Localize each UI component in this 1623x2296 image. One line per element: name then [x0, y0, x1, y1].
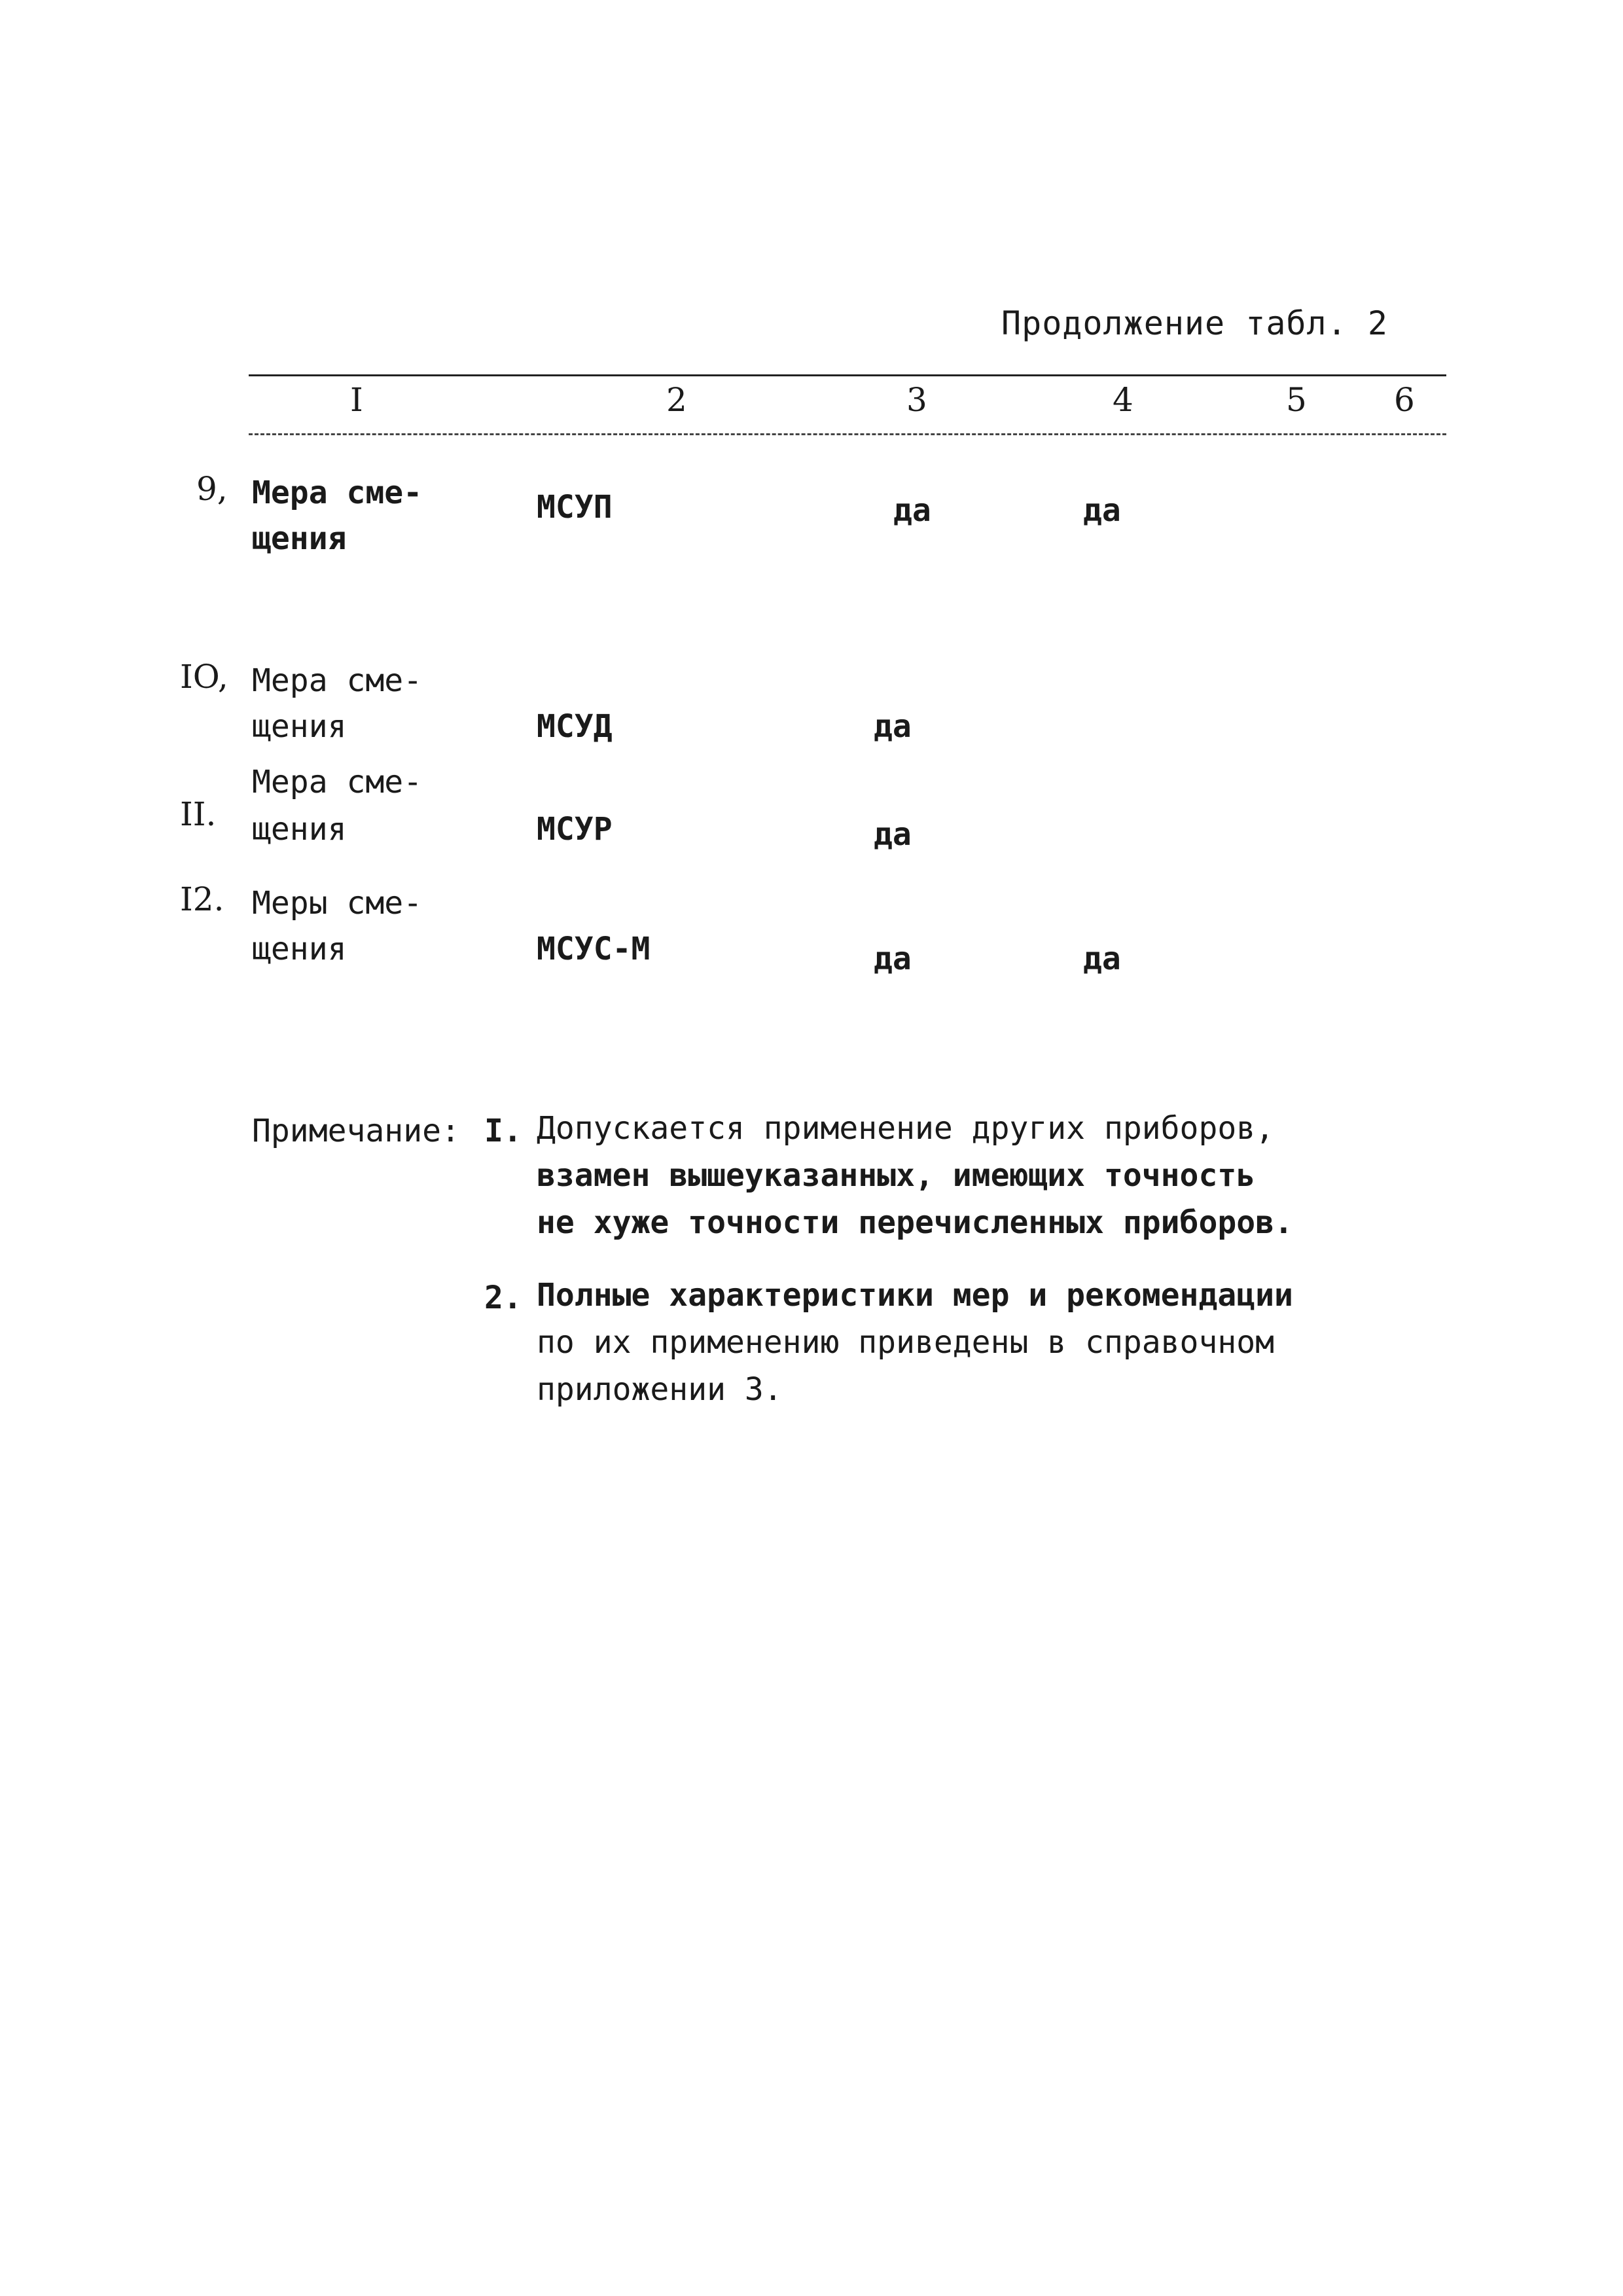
- row-code: МСУС-М: [537, 931, 651, 967]
- row-name-line1: Меры сме-: [252, 885, 423, 922]
- table-continuation-caption: Продолжение табл. 2: [1001, 304, 1388, 342]
- note-item-text: [537, 1105, 1293, 1246]
- note-line: взамен вышеуказанных, имеющих точность: [537, 1157, 1256, 1194]
- column-header-2: 2: [666, 381, 687, 419]
- row-col4-value: да: [1083, 941, 1121, 977]
- column-header-3: 3: [906, 381, 927, 419]
- note-line: не хуже точности перечисленных приборов.: [537, 1204, 1293, 1241]
- row-number: II.: [180, 795, 217, 833]
- table-top-rule: [249, 374, 1446, 376]
- note-item-number: 2.: [484, 1280, 522, 1316]
- column-header-6: 6: [1394, 381, 1415, 419]
- row-code: МСУП: [537, 489, 613, 526]
- row-number: I2.: [180, 880, 224, 918]
- note-line: приложении 3.: [537, 1371, 783, 1408]
- row-name-line1: Мера сме-: [252, 764, 423, 800]
- row-name-line2: щения: [252, 520, 347, 557]
- row-name-line1: Мера сме-: [252, 662, 423, 699]
- row-name-line2: щения: [252, 708, 347, 745]
- note-line: по их применению приведены в справочном: [537, 1324, 1275, 1361]
- row-col3-value: да: [874, 816, 912, 853]
- row-name-line2: щения: [252, 931, 347, 967]
- note-item-text: [537, 1272, 1293, 1413]
- row-col3-value: да: [893, 492, 931, 529]
- column-header-1: I: [350, 381, 363, 419]
- row-number: IO,: [180, 658, 228, 696]
- row-number: 9,: [196, 470, 228, 508]
- note-line: Допускается применение других приборов,: [537, 1110, 1275, 1147]
- row-col3-value: да: [874, 941, 912, 977]
- note-line: Полные характеристики мер и рекомендации: [537, 1277, 1293, 1314]
- note-item-number: I.: [484, 1113, 522, 1149]
- row-col3-value: да: [874, 708, 912, 745]
- note-label: Примечание:: [252, 1113, 460, 1149]
- table-header-rule: [249, 433, 1446, 435]
- row-name-line1: Мера сме-: [252, 475, 423, 511]
- row-code: МСУР: [537, 811, 613, 848]
- row-col4-value: да: [1083, 492, 1121, 529]
- row-name-line2: щения: [252, 811, 347, 848]
- column-header-5: 5: [1286, 381, 1307, 419]
- row-code: МСУД: [537, 708, 613, 745]
- column-header-4: 4: [1113, 381, 1133, 419]
